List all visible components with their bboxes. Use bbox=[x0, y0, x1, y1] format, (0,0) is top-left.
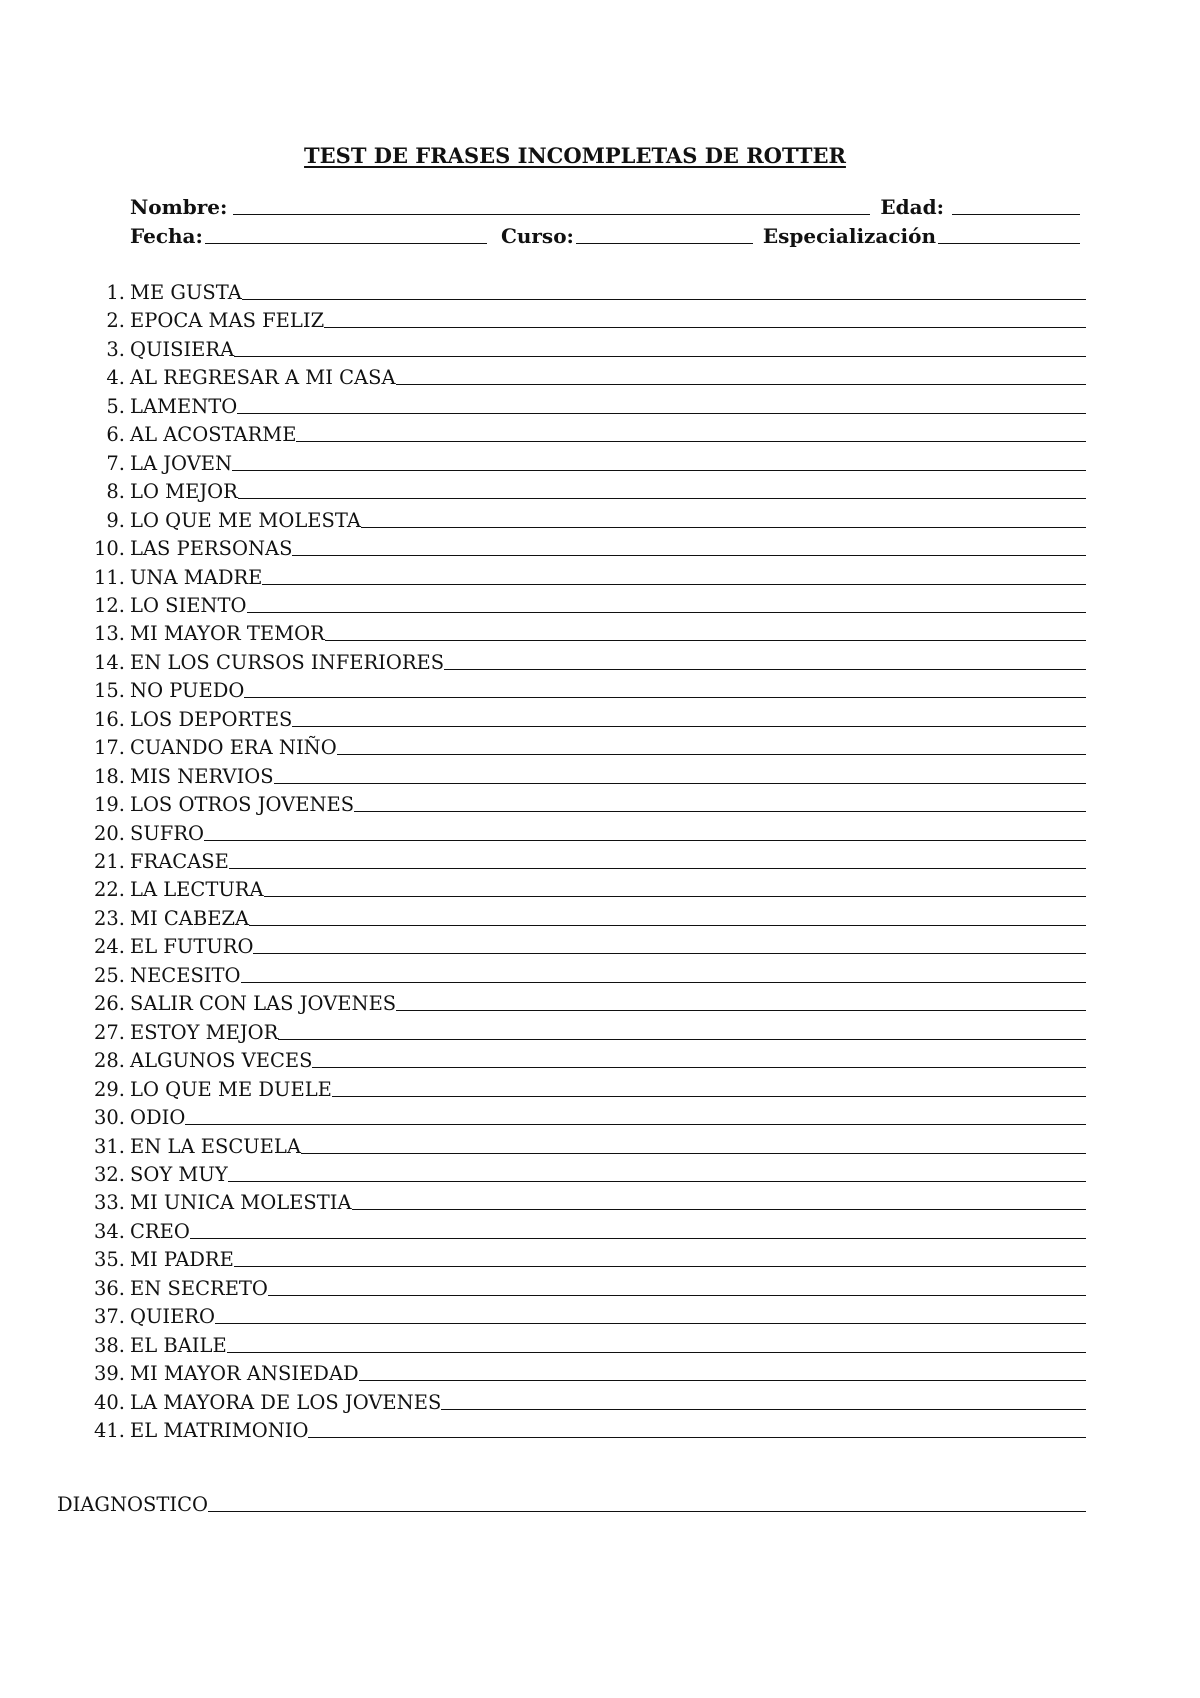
item-text: QUISIERA bbox=[130, 337, 235, 361]
item-prompt bbox=[130, 1135, 1086, 1158]
list-item bbox=[0, 1388, 1200, 1414]
item-prompt bbox=[130, 1078, 1086, 1101]
list-item bbox=[0, 420, 1200, 446]
curso-label: Curso: bbox=[500, 224, 574, 248]
list-item bbox=[0, 449, 1200, 475]
item-number: 24. bbox=[93, 935, 125, 959]
list-item bbox=[0, 648, 1200, 674]
item-text: LA LECTURA bbox=[130, 878, 264, 902]
item-prompt bbox=[130, 1163, 1086, 1186]
item-text: ESTOY MEJOR bbox=[130, 1020, 279, 1044]
answer-line[interactable] bbox=[324, 325, 1086, 328]
list-item bbox=[0, 819, 1200, 845]
answer-line[interactable] bbox=[227, 1350, 1086, 1353]
item-number: 8. bbox=[106, 480, 125, 504]
answer-line[interactable] bbox=[190, 1236, 1086, 1239]
item-number: 18. bbox=[93, 764, 125, 788]
item-number: 15. bbox=[93, 679, 125, 703]
list-item bbox=[0, 1302, 1200, 1328]
list-item bbox=[0, 1046, 1200, 1072]
answer-line[interactable] bbox=[247, 610, 1087, 613]
list-item bbox=[0, 705, 1200, 731]
item-text: SUFRO bbox=[130, 821, 204, 845]
answer-line[interactable] bbox=[185, 1122, 1086, 1125]
diagnostico-label: DIAGNOSTICO bbox=[57, 1493, 209, 1516]
list-item bbox=[0, 1188, 1200, 1214]
item-text: EN LA ESCUELA bbox=[130, 1134, 301, 1158]
list-item bbox=[0, 961, 1200, 987]
item-text: LO MEJOR bbox=[130, 480, 238, 504]
list-item bbox=[0, 335, 1200, 361]
item-text: LO QUE ME DUELE bbox=[130, 1077, 332, 1101]
answer-line[interactable] bbox=[253, 951, 1086, 954]
item-text: ME GUSTA bbox=[130, 281, 242, 304]
item-prompt bbox=[130, 1049, 1086, 1072]
item-number: 11. bbox=[93, 565, 125, 589]
item-number: 7. bbox=[106, 451, 125, 475]
answer-line[interactable] bbox=[278, 1037, 1086, 1040]
item-prompt bbox=[130, 708, 1086, 731]
item-text: NECESITO bbox=[130, 963, 241, 987]
item-number: 9. bbox=[106, 508, 125, 532]
item-number: 2. bbox=[106, 309, 125, 333]
list-item bbox=[0, 676, 1200, 702]
item-number: 3. bbox=[106, 337, 125, 361]
list-item bbox=[0, 278, 1200, 304]
item-prompt bbox=[130, 480, 1086, 503]
list-item bbox=[0, 1359, 1200, 1385]
answer-line[interactable] bbox=[204, 838, 1086, 841]
item-number: 41. bbox=[93, 1419, 125, 1442]
nombre-label: Nombre: bbox=[130, 195, 228, 219]
answer-line[interactable] bbox=[249, 923, 1086, 926]
list-item bbox=[0, 762, 1200, 788]
item-prompt bbox=[130, 850, 1086, 873]
item-prompt bbox=[130, 765, 1086, 788]
item-prompt bbox=[130, 793, 1086, 816]
header-row-nombre-edad bbox=[130, 193, 1080, 219]
item-number: 29. bbox=[93, 1077, 125, 1101]
diagnostico-field[interactable] bbox=[208, 1509, 1086, 1512]
answer-line[interactable] bbox=[234, 1264, 1086, 1267]
item-prompt bbox=[130, 622, 1086, 645]
list-item bbox=[0, 619, 1200, 645]
item-prompt bbox=[130, 1191, 1086, 1214]
answer-line[interactable] bbox=[264, 894, 1086, 897]
item-text: MI CABEZA bbox=[130, 906, 250, 930]
answer-line[interactable] bbox=[441, 1407, 1086, 1410]
item-prompt bbox=[130, 651, 1086, 674]
item-prompt bbox=[130, 736, 1086, 759]
item-prompt bbox=[130, 338, 1086, 361]
item-prompt bbox=[130, 964, 1086, 987]
item-text: LA JOVEN bbox=[130, 451, 233, 475]
answer-line[interactable] bbox=[354, 809, 1086, 812]
item-number: 40. bbox=[93, 1390, 125, 1414]
item-number: 21. bbox=[93, 850, 125, 873]
answer-line[interactable] bbox=[396, 382, 1086, 385]
answer-line[interactable] bbox=[244, 695, 1086, 698]
header-row-fecha-curso bbox=[130, 222, 1080, 248]
answer-line[interactable] bbox=[359, 1378, 1086, 1381]
answer-line[interactable] bbox=[274, 781, 1086, 784]
answer-line[interactable] bbox=[292, 724, 1086, 727]
item-text: EL BAILE bbox=[130, 1333, 227, 1357]
list-item bbox=[0, 904, 1200, 930]
item-number: 27. bbox=[93, 1020, 125, 1044]
list-item bbox=[0, 1103, 1200, 1129]
list-item bbox=[0, 392, 1200, 418]
answer-line[interactable] bbox=[237, 411, 1086, 414]
item-prompt bbox=[130, 992, 1086, 1015]
item-text: MI MAYOR TEMOR bbox=[130, 622, 325, 646]
item-number: 38. bbox=[93, 1333, 125, 1357]
item-prompt bbox=[130, 594, 1086, 617]
item-prompt bbox=[130, 907, 1086, 930]
list-item bbox=[0, 1075, 1200, 1101]
item-prompt bbox=[130, 822, 1086, 845]
diagnostico-row bbox=[57, 1490, 1086, 1516]
item-number: 14. bbox=[93, 650, 125, 674]
answer-line[interactable] bbox=[232, 468, 1086, 471]
item-number: 39. bbox=[93, 1362, 125, 1386]
answer-line[interactable] bbox=[444, 667, 1086, 670]
item-number: 19. bbox=[93, 793, 125, 817]
item-prompt bbox=[130, 679, 1086, 702]
list-item bbox=[0, 1018, 1200, 1044]
fecha-label: Fecha: bbox=[130, 224, 203, 248]
item-number: 25. bbox=[93, 963, 125, 987]
item-text: CREO bbox=[130, 1219, 190, 1243]
especializacion-label: Especialización bbox=[762, 224, 937, 248]
item-text: AL ACOSTARME bbox=[130, 423, 297, 447]
list-item bbox=[0, 1217, 1200, 1243]
item-text: CUANDO ERA NIÑO bbox=[130, 736, 337, 760]
list-item bbox=[0, 989, 1200, 1015]
list-item bbox=[0, 733, 1200, 759]
item-number: 33. bbox=[93, 1191, 125, 1215]
answer-line[interactable] bbox=[312, 1065, 1086, 1068]
item-prompt bbox=[130, 878, 1086, 901]
item-text: LA MAYORA DE LOS JOVENES bbox=[130, 1390, 442, 1414]
edad-field[interactable] bbox=[952, 212, 1080, 215]
item-number: 12. bbox=[93, 593, 125, 617]
answer-line[interactable] bbox=[396, 1008, 1086, 1011]
item-prompt bbox=[130, 1220, 1086, 1243]
item-prompt bbox=[130, 1419, 1086, 1442]
answer-line[interactable] bbox=[361, 525, 1086, 528]
item-number: 10. bbox=[93, 537, 125, 561]
list-item bbox=[0, 363, 1200, 389]
item-text: NO PUEDO bbox=[130, 679, 245, 703]
list-item bbox=[0, 790, 1200, 816]
answer-line[interactable] bbox=[325, 638, 1086, 641]
item-number: 26. bbox=[93, 992, 125, 1016]
item-number: 31. bbox=[93, 1134, 125, 1158]
item-number: 5. bbox=[106, 394, 125, 418]
item-prompt bbox=[130, 1277, 1086, 1300]
item-text: LOS OTROS JOVENES bbox=[130, 793, 355, 817]
item-prompt bbox=[130, 395, 1086, 418]
item-prompt bbox=[130, 423, 1086, 446]
answer-line[interactable] bbox=[268, 1293, 1086, 1296]
edad-label: Edad: bbox=[880, 195, 944, 219]
item-number: 30. bbox=[93, 1106, 125, 1130]
item-number: 13. bbox=[93, 622, 125, 646]
item-prompt bbox=[130, 1362, 1086, 1385]
answer-line[interactable] bbox=[296, 439, 1086, 442]
list-item bbox=[0, 306, 1200, 332]
item-number: 23. bbox=[93, 906, 125, 930]
list-item bbox=[0, 591, 1200, 617]
item-prompt bbox=[130, 1305, 1086, 1328]
answer-line[interactable] bbox=[229, 866, 1086, 869]
list-item bbox=[0, 1416, 1200, 1442]
item-prompt bbox=[130, 509, 1086, 532]
item-text: AL REGRESAR A MI CASA bbox=[130, 366, 396, 390]
curso-field[interactable] bbox=[576, 241, 753, 244]
item-prompt bbox=[130, 366, 1086, 389]
item-prompt bbox=[130, 1106, 1086, 1129]
answer-line[interactable] bbox=[228, 1179, 1086, 1182]
item-number: 32. bbox=[93, 1162, 125, 1186]
item-prompt bbox=[130, 1334, 1086, 1357]
item-text: MIS NERVIOS bbox=[130, 764, 274, 788]
answer-line[interactable] bbox=[292, 553, 1086, 556]
answer-line[interactable] bbox=[238, 496, 1086, 499]
document-title: TEST DE FRASES INCOMPLETAS DE ROTTER bbox=[304, 143, 846, 168]
item-prompt bbox=[130, 281, 1086, 304]
item-prompt bbox=[130, 452, 1086, 475]
item-number: 20. bbox=[93, 821, 125, 845]
list-item bbox=[0, 932, 1200, 958]
item-number: 37. bbox=[93, 1305, 125, 1329]
item-text: LAMENTO bbox=[130, 394, 238, 418]
list-item bbox=[0, 1160, 1200, 1186]
item-text: MI PADRE bbox=[130, 1248, 234, 1272]
answer-line[interactable] bbox=[352, 1207, 1086, 1210]
item-text: EL MATRIMONIO bbox=[130, 1419, 309, 1442]
item-text: MI MAYOR ANSIEDAD bbox=[130, 1362, 359, 1386]
item-text: LO QUE ME MOLESTA bbox=[130, 508, 361, 532]
item-number: 35. bbox=[93, 1248, 125, 1272]
item-text: LO SIENTO bbox=[130, 593, 247, 617]
list-item bbox=[0, 1274, 1200, 1300]
list-item bbox=[0, 1132, 1200, 1158]
item-text: EN SECRETO bbox=[130, 1276, 268, 1300]
item-text: LAS PERSONAS bbox=[130, 537, 293, 561]
item-text: SALIR CON LAS JOVENES bbox=[130, 992, 397, 1016]
item-number: 36. bbox=[93, 1276, 125, 1300]
item-number: 16. bbox=[93, 707, 125, 731]
answer-line[interactable] bbox=[215, 1321, 1086, 1324]
list-item bbox=[0, 563, 1200, 589]
answer-line[interactable] bbox=[332, 1094, 1086, 1097]
list-item bbox=[0, 477, 1200, 503]
nombre-field[interactable] bbox=[233, 212, 870, 215]
answer-line[interactable] bbox=[241, 980, 1086, 983]
item-text: EL FUTURO bbox=[130, 935, 254, 959]
list-item bbox=[0, 534, 1200, 560]
list-item bbox=[0, 875, 1200, 901]
item-prompt bbox=[130, 537, 1086, 560]
item-prompt bbox=[130, 1021, 1086, 1044]
list-item bbox=[0, 847, 1200, 873]
especializacion-field[interactable] bbox=[938, 241, 1080, 244]
list-item bbox=[0, 1245, 1200, 1271]
item-number: 17. bbox=[93, 736, 125, 760]
item-prompt bbox=[130, 309, 1086, 332]
list-item bbox=[0, 506, 1200, 532]
item-text: FRACASE bbox=[130, 850, 229, 873]
item-text: ALGUNOS VECES bbox=[130, 1049, 313, 1073]
item-number: 22. bbox=[93, 878, 125, 902]
item-prompt bbox=[130, 566, 1086, 589]
list-item bbox=[0, 1331, 1200, 1357]
item-text: MI UNICA MOLESTIA bbox=[130, 1191, 352, 1215]
answer-line[interactable] bbox=[301, 1151, 1086, 1154]
item-prompt bbox=[130, 1391, 1086, 1414]
answer-line[interactable] bbox=[337, 752, 1086, 755]
answer-line[interactable] bbox=[308, 1435, 1086, 1438]
item-text: SOY MUY bbox=[130, 1162, 228, 1186]
item-prompt bbox=[130, 935, 1086, 958]
item-number: 28. bbox=[93, 1049, 125, 1073]
fecha-field[interactable] bbox=[205, 241, 487, 244]
item-number: 6. bbox=[106, 423, 125, 447]
item-number: 4. bbox=[106, 366, 125, 390]
answer-line[interactable] bbox=[242, 297, 1086, 300]
item-prompt bbox=[130, 1248, 1086, 1271]
item-text: EPOCA MAS FELIZ bbox=[130, 309, 325, 333]
item-number: 1. bbox=[106, 281, 125, 304]
item-text: EN LOS CURSOS INFERIORES bbox=[130, 650, 445, 674]
item-text: QUIERO bbox=[130, 1305, 216, 1329]
item-text: UNA MADRE bbox=[130, 565, 263, 589]
answer-line[interactable] bbox=[262, 582, 1086, 585]
answer-line[interactable] bbox=[234, 354, 1086, 357]
item-text: ODIO bbox=[130, 1106, 186, 1130]
item-number: 34. bbox=[93, 1219, 125, 1243]
item-text: LOS DEPORTES bbox=[130, 707, 293, 731]
